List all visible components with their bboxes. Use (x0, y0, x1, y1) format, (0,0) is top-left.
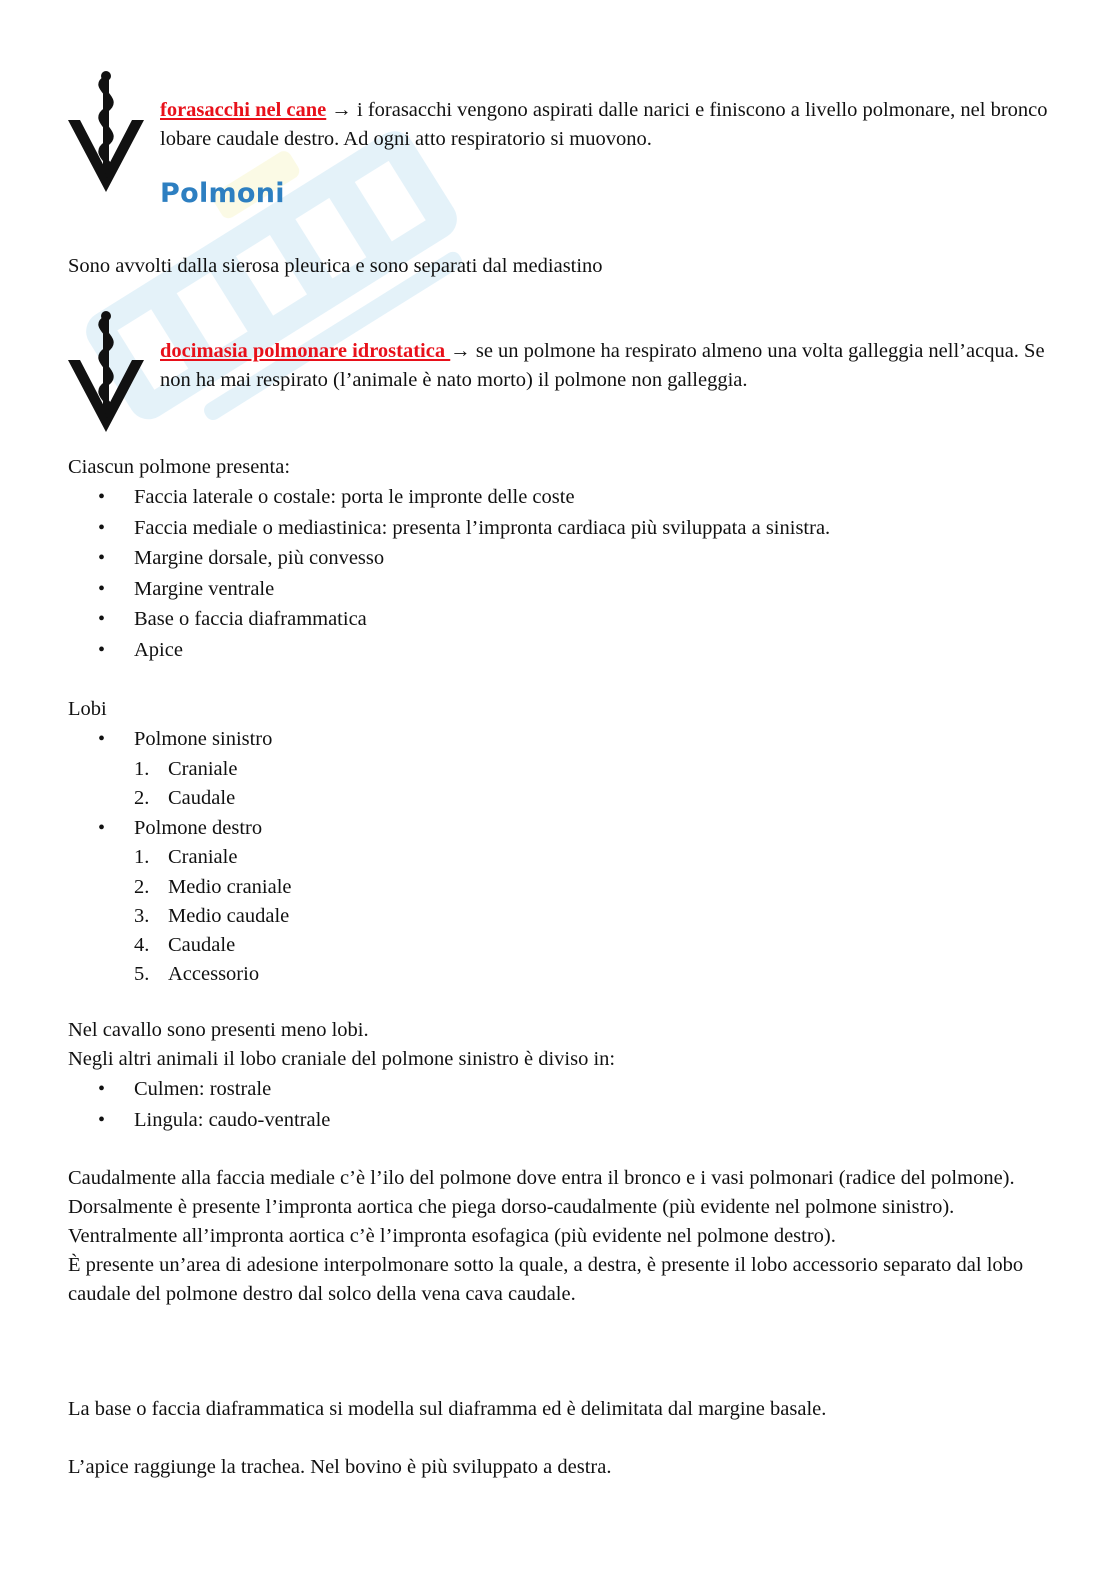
list-item: • Culmen: rostrale (68, 1074, 1058, 1105)
list-item: • Faccia laterale o costale: porta le impronte delle coste (68, 482, 1058, 513)
item-number: 1. (134, 757, 150, 780)
item-number: 2. (134, 875, 150, 898)
base-text: La base o faccia diaframmatica si modella sul diaframma ed è delimitata dal margine basale. (68, 1398, 827, 1420)
list-item: • Apice (68, 635, 1058, 666)
section-heading: Polmoni (160, 178, 285, 209)
list-item: 4. Caudale (68, 931, 1058, 960)
item-number: 5. (134, 963, 150, 986)
item-number: 3. (134, 904, 150, 927)
lobi-title: Lobi (68, 698, 107, 720)
callout-text: se un polmone ha respirato almeno una volta galleggia nell’acqua. Se non ha mai respirato (l’animale è nato morto) il polmone non galleggia. (160, 340, 1045, 391)
list-item: • Faccia mediale o mediastinica: presenta l’impronta cardiaca più sviluppata a sinistra. (68, 513, 1058, 544)
presenta-section (68, 453, 1058, 665)
term-docimasia: docimasia polmonare idrostatica (160, 340, 451, 362)
lobi-section (68, 695, 1058, 989)
item-number: 4. (134, 934, 150, 957)
veterinary-caduceus-icon (66, 70, 148, 194)
item-number: 1. (134, 846, 150, 869)
list-item: 2. Medio craniale (68, 873, 1058, 902)
list-item: 1. Craniale (68, 843, 1058, 872)
cavallo-text: Nel cavallo sono presenti meno lobi. (68, 1019, 369, 1041)
altri-list (68, 1074, 1058, 1135)
list-item: 5. Accessorio (68, 960, 1058, 989)
lobi-sinistro-list (68, 755, 1058, 813)
list-item: • Margine ventrale (68, 574, 1058, 605)
list-item: • Lingula: caudo-ventrale (68, 1105, 1058, 1136)
list-item: 3. Medio caudale (68, 902, 1058, 931)
callout-docimasia (160, 337, 1050, 395)
presenta-title: Ciascun polmone presenta: (68, 456, 291, 478)
altri-section (68, 1016, 1058, 1135)
altri-title: Negli altri animali il lobo craniale del polmone sinistro è diviso in: (68, 1048, 616, 1070)
lobi-sinistro-label: • Polmone sinistro (68, 724, 1058, 755)
paragraphs-section (68, 1164, 1058, 1309)
lobi-destro-list (68, 843, 1058, 989)
paragraph: Dorsalmente è presente l’impronta aortica che piega dorso-caudalmente (più evidente nel polmone sinistro). (68, 1196, 955, 1218)
intro-text: Sono avvolti dalla sierosa pleurica e sono separati dal mediastino (68, 255, 603, 277)
list-item: • Base o faccia diaframmatica (68, 604, 1058, 635)
presenta-list (68, 482, 1058, 665)
arrow-icon: → (450, 340, 471, 362)
item-number: 2. (134, 786, 150, 809)
paragraph: Ventralmente all’impronta aortica c’è l’impronta esofagica (più evidente nel polmone destro). (68, 1225, 836, 1247)
veterinary-caduceus-icon (66, 310, 148, 434)
arrow-icon: → (331, 99, 352, 121)
paragraph: Caudalmente alla faccia mediale c’è l’ilo del polmone dove entra il bronco e i vasi polmonari (radice del polmone). (68, 1167, 1015, 1189)
lobi-list (68, 813, 1058, 844)
lobi-list (68, 724, 1058, 755)
callout-text: i forasacchi vengono aspirati dalle narici e finiscono a livello polmonare, nel bronco lobare caudale destro. Ad ogni atto respiratorio si muovono. (160, 99, 1048, 150)
list-item: 1. Craniale (68, 755, 1058, 784)
term-forasacchi: forasacchi nel cane (160, 99, 327, 121)
list-item: • Margine dorsale, più convesso (68, 543, 1058, 574)
apice-text: L’apice raggiunge la trachea. Nel bovino è più sviluppato a destra. (68, 1456, 612, 1478)
lobi-destro-label: • Polmone destro (68, 813, 1058, 844)
list-item: 2. Caudale (68, 784, 1058, 813)
paragraph: È presente un’area di adesione interpolmonare sotto la quale, a destra, è presente il lobo accessorio separato dal lobo caudale del polmone destro dal solco della vena cava caudale. (68, 1254, 1024, 1305)
callout-forasacchi (160, 96, 1050, 154)
